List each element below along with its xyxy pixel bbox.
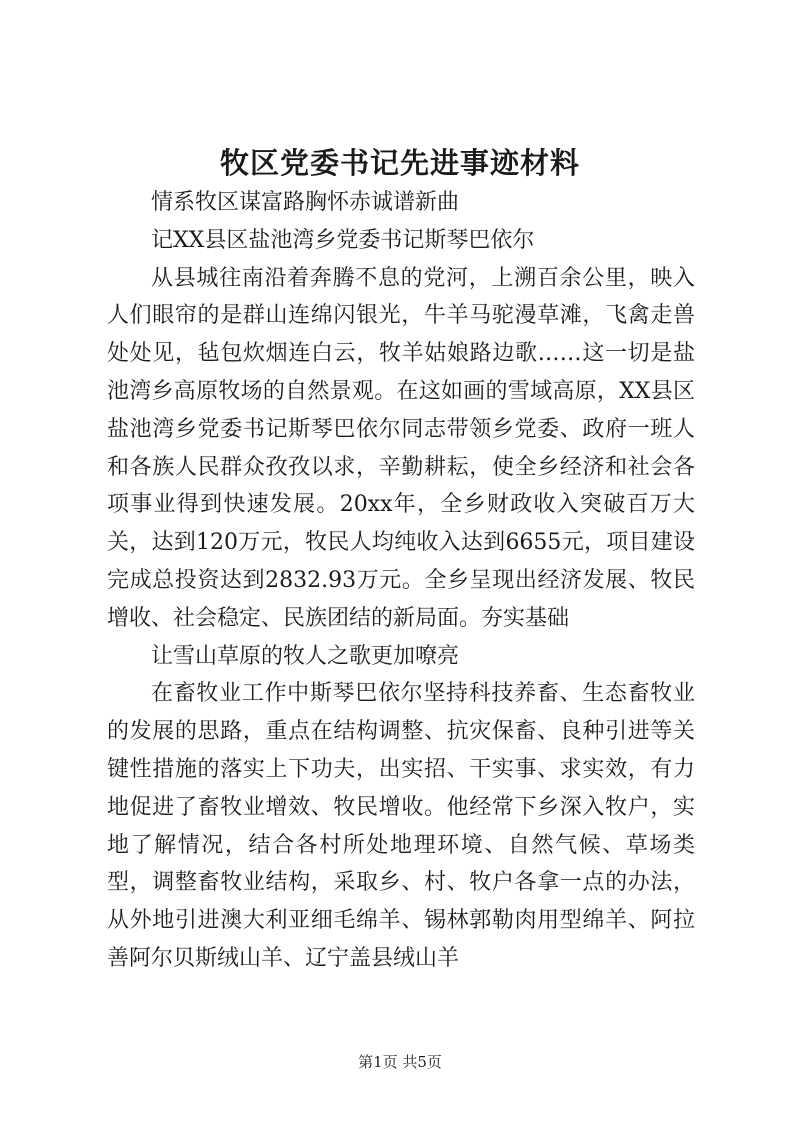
document-body: [107, 184, 695, 978]
byline: 记XX县区盐池湾乡党委书记斯琴巴依尔: [151, 227, 535, 253]
subtitle-line: 情系牧区谋富路胸怀赤诚谱新曲: [151, 190, 460, 215]
section-heading: 让雪山草原的牧人之歌更加嘹亮: [151, 643, 460, 669]
page-footer: 第1页 共5页: [358, 1053, 442, 1071]
document-title: 牧区党委书记先进事迹材料: [219, 146, 580, 180]
paragraph: 从县城往南沿着奔腾不息的党河，上溯百余公里，映入人们眼帘的是群山连绵闪银光，牛羊马驼漫草滩，飞禽走兽处处见，毡包炊烟连白云，牧羊姑娘路边歌……这一切是盐池湾乡高原牧场的自然景观。在这如画的雪域高原，XX县区盐池湾乡党委书记斯琴巴依尔同志带领乡党委、政府一班人和各族人民群众孜孜以求，辛勤耕耘，使全乡经济和社会各项事业得到快速发展。20xx年，全乡财政收入突破百万大关，达到120万元，牧民人均纯收入达到6655元，项目建设完成总投资达到2832.93万元。全乡呈现出经济发展、牧民增收、社会稳定、民族团结的新局面。夯实基础: [107, 265, 695, 631]
paragraph: 在畜牧业工作中斯琴巴依尔坚持科技养畜、生态畜牧业的发展的思路，重点在结构调整、抗灾保畜、良种引进等关键性措施的落实上下功夫，出实招、干实事、求实效，有力地促进了畜牧业增效、牧民增收。他经常下乡深入牧户，实地了解情况，结合各村所处地理环境、自然气候、草场类型，调整畜牧业结构，采取乡、村、牧户各拿一点的办法，从外地引进澳大利亚细毛绵羊、锡林郭勒肉用型绵羊、阿拉善阿尔贝斯绒山羊、辽宁盖县绒山羊: [107, 681, 695, 971]
